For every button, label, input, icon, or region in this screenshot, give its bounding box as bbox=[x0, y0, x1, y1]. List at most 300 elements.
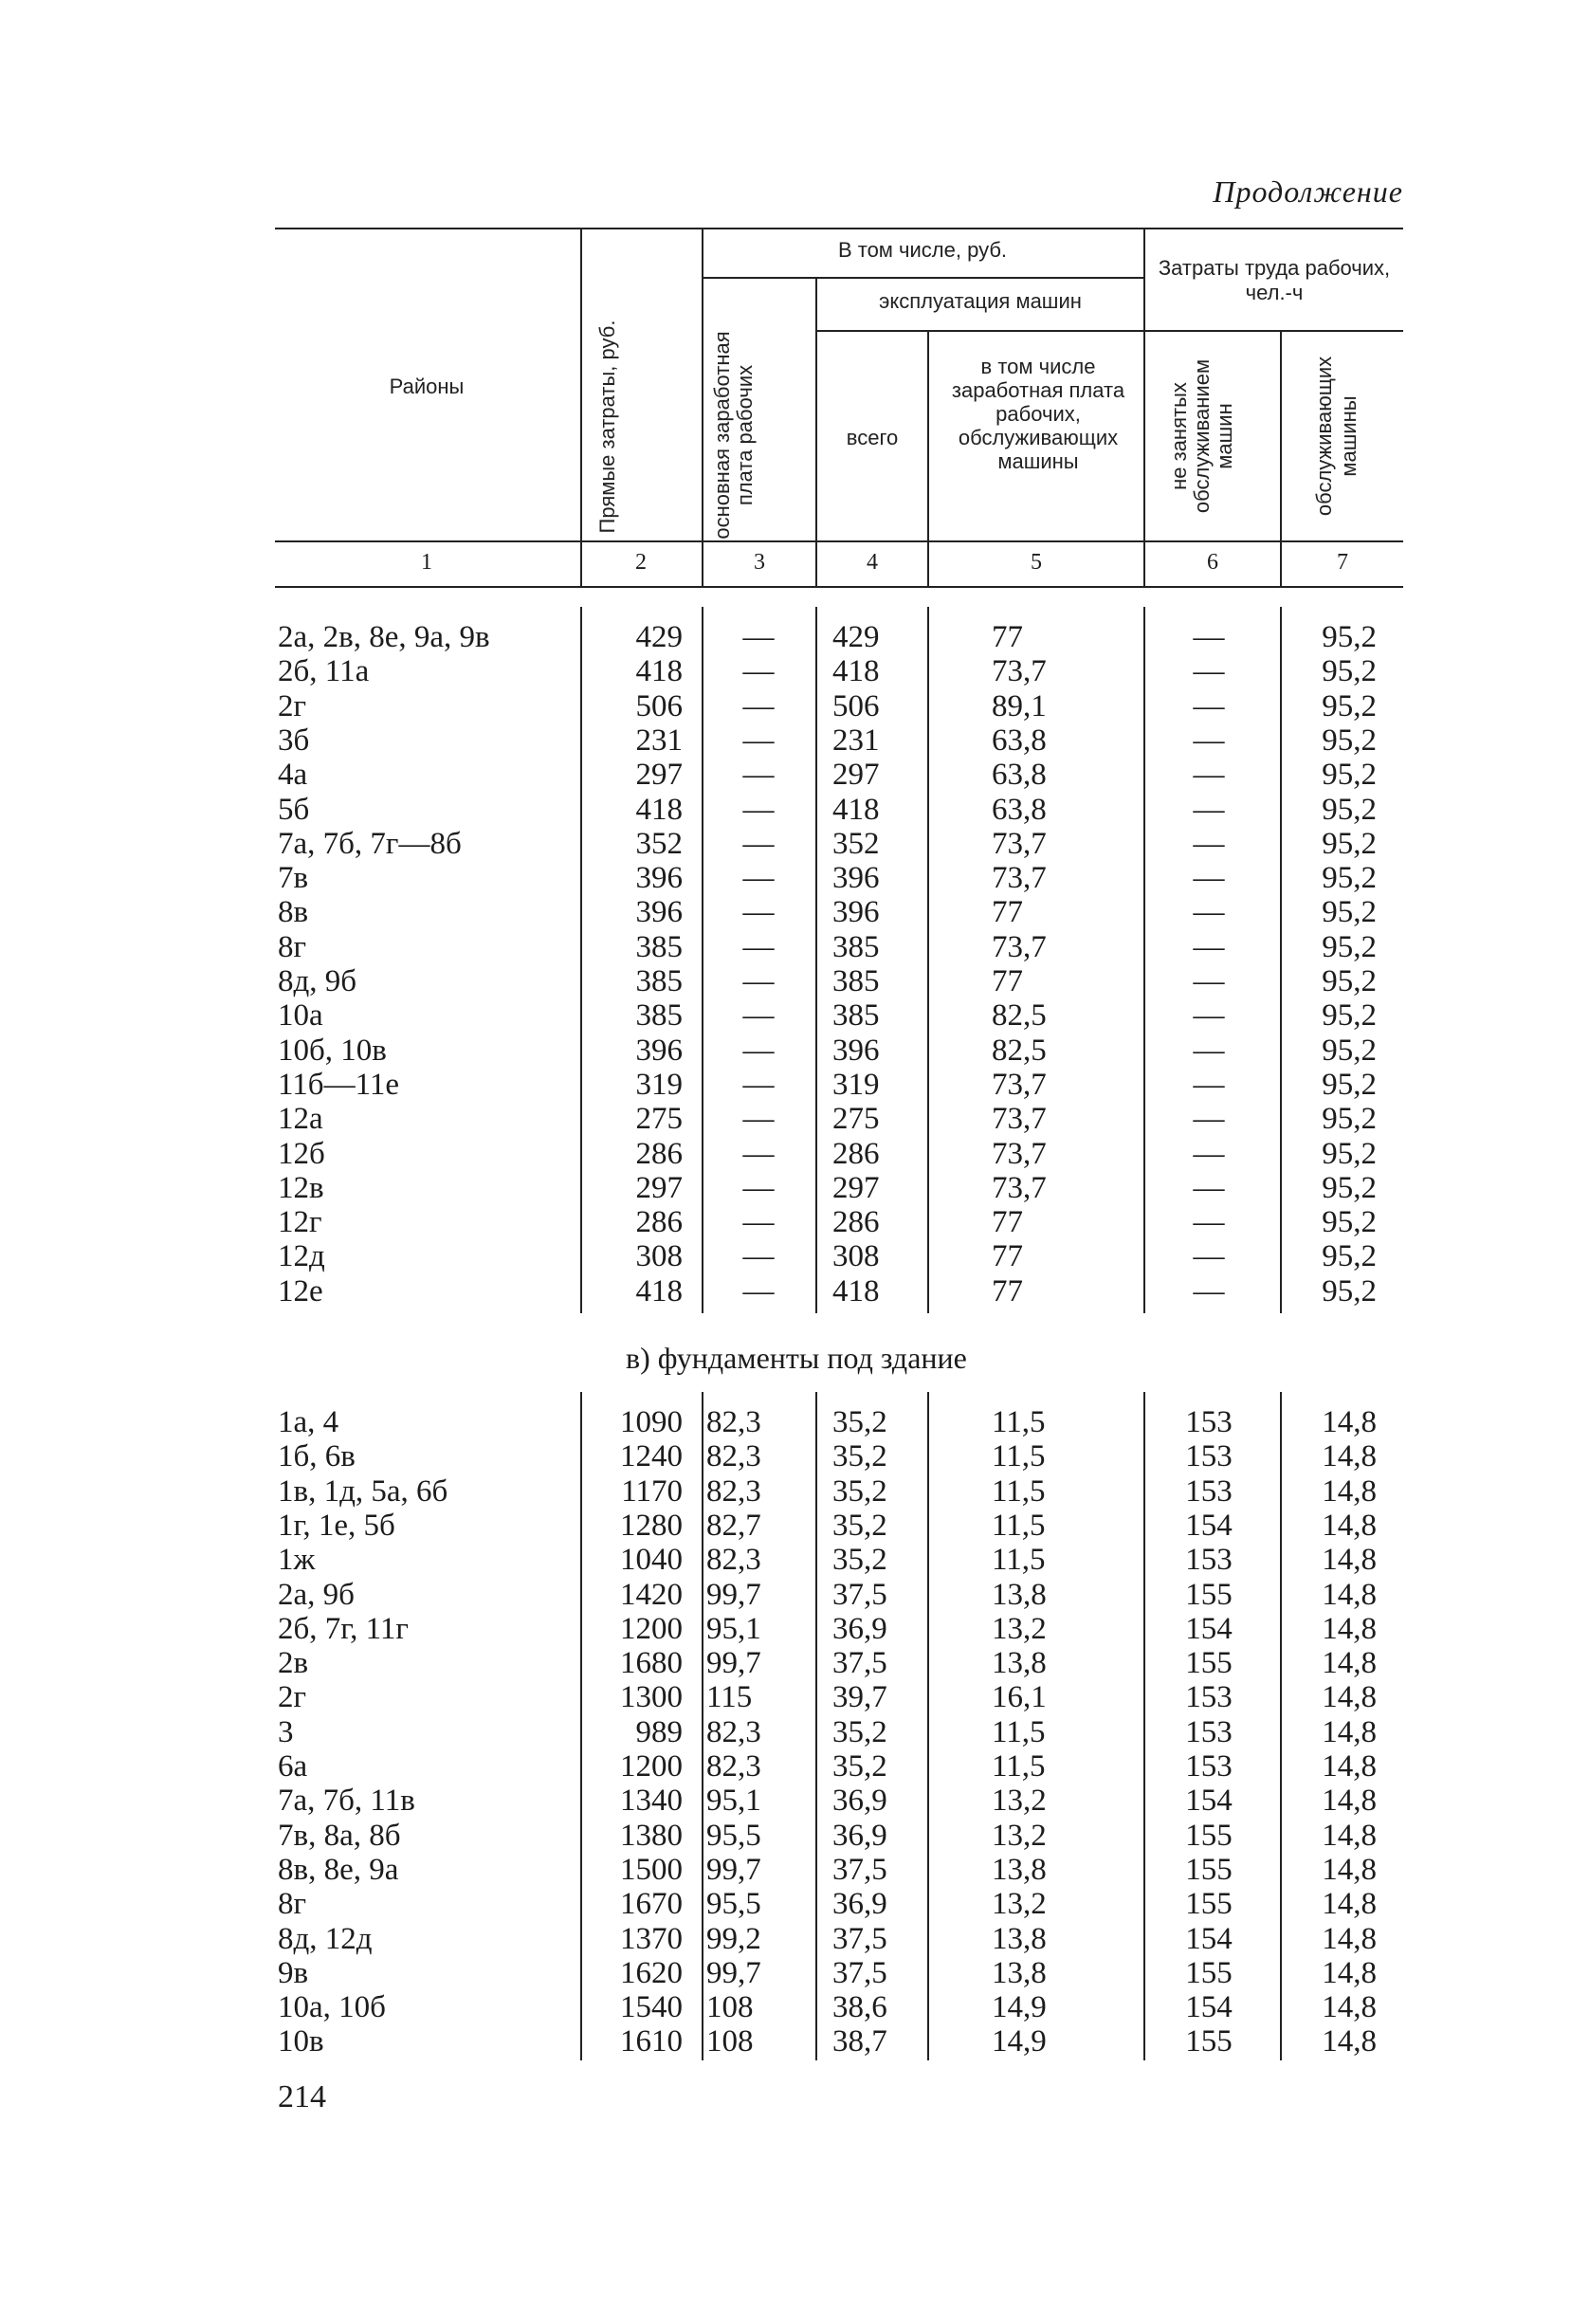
value-cell: 13,2 bbox=[992, 1818, 1047, 1853]
value-cell: — bbox=[742, 758, 775, 793]
value-cell: 155 bbox=[1185, 1818, 1233, 1853]
value-cell: 77 bbox=[992, 964, 1023, 998]
value-cell: 73,7 bbox=[992, 929, 1047, 964]
value-cell: 506 bbox=[832, 688, 880, 723]
value-cell: 99,7 bbox=[706, 1646, 761, 1681]
value-cell: 11,5 bbox=[992, 1714, 1046, 1749]
value-cell: 95,2 bbox=[1322, 895, 1377, 930]
value-cell: 35,2 bbox=[832, 1714, 887, 1749]
value-cell: 35,2 bbox=[832, 1439, 887, 1474]
rayon-cell: 12в bbox=[278, 1170, 324, 1205]
value-cell: 13,2 bbox=[992, 1784, 1047, 1819]
column-number: 6 bbox=[1207, 550, 1218, 575]
column-number: 7 bbox=[1337, 550, 1348, 575]
value-cell: 308 bbox=[832, 1239, 880, 1274]
value-cell: — bbox=[1193, 1033, 1225, 1068]
value-cell: 396 bbox=[635, 1033, 683, 1068]
value-cell: 155 bbox=[1185, 2024, 1233, 2059]
value-cell: 35,2 bbox=[832, 1473, 887, 1509]
value-cell: 286 bbox=[832, 1205, 880, 1240]
value-cell: 77 bbox=[992, 1205, 1023, 1240]
value-cell: 275 bbox=[832, 1102, 880, 1137]
value-cell: 154 bbox=[1185, 1611, 1233, 1646]
header-subrule bbox=[815, 330, 1143, 332]
value-cell: 297 bbox=[832, 758, 880, 793]
value-cell: 1200 bbox=[620, 1749, 683, 1784]
value-cell: — bbox=[1193, 792, 1225, 827]
value-cell: 1370 bbox=[620, 1921, 683, 1956]
value-cell: 418 bbox=[635, 1273, 683, 1308]
value-cell: — bbox=[742, 1102, 775, 1137]
value-cell: 36,9 bbox=[832, 1611, 887, 1646]
value-cell: 418 bbox=[832, 654, 880, 689]
value-cell: 77 bbox=[992, 1239, 1023, 1274]
value-cell: 95,2 bbox=[1322, 826, 1377, 861]
rayon-cell: 3б bbox=[278, 723, 310, 758]
header-subrule bbox=[1143, 330, 1403, 332]
header-ekspluataciya: эксплуатация машин bbox=[879, 289, 1082, 313]
value-cell: — bbox=[1193, 998, 1225, 1034]
rayon-cell: 3 bbox=[278, 1714, 294, 1749]
value-cell: 63,8 bbox=[992, 758, 1047, 793]
value-cell: — bbox=[1193, 620, 1225, 654]
value-cell: — bbox=[742, 826, 775, 861]
value-cell: — bbox=[1193, 758, 1225, 793]
value-cell: 1090 bbox=[620, 1405, 683, 1439]
value-cell: — bbox=[742, 964, 775, 998]
value-cell: 35,2 bbox=[832, 1543, 887, 1578]
table-row bbox=[0, 1578, 1571, 1612]
value-cell: 385 bbox=[635, 929, 683, 964]
header-zatraty-truda: Затраты труда рабочих, чел.-ч bbox=[1158, 256, 1391, 304]
header-v-tom-chisle-zarab: в том числе заработная плата рабочих, обслуживающих машины bbox=[951, 355, 1125, 473]
value-cell: 37,5 bbox=[832, 1921, 887, 1956]
value-cell: 14,8 bbox=[1322, 1955, 1377, 1990]
value-cell: 1200 bbox=[620, 1611, 683, 1646]
table-row bbox=[0, 998, 1571, 1033]
value-cell: 297 bbox=[635, 1170, 683, 1205]
column-number: 2 bbox=[635, 550, 647, 575]
value-cell: 14,8 bbox=[1322, 1439, 1377, 1474]
value-cell: 308 bbox=[635, 1239, 683, 1274]
value-cell: 11,5 bbox=[992, 1508, 1046, 1543]
value-cell: 385 bbox=[635, 998, 683, 1034]
value-cell: 385 bbox=[832, 964, 880, 998]
value-cell: 35,2 bbox=[832, 1508, 887, 1543]
header-ne-zanyatyh: не занятых обслуживанием машин bbox=[1167, 358, 1236, 514]
value-cell: — bbox=[742, 1136, 775, 1171]
value-cell: 989 bbox=[635, 1714, 683, 1749]
value-cell: 13,8 bbox=[992, 1577, 1047, 1612]
value-cell: 1340 bbox=[620, 1784, 683, 1819]
value-cell: 82,5 bbox=[992, 998, 1047, 1034]
value-cell: 95,2 bbox=[1322, 723, 1377, 758]
value-cell: 396 bbox=[832, 895, 880, 930]
rayon-cell: 8г bbox=[278, 929, 307, 964]
value-cell: 385 bbox=[832, 929, 880, 964]
table-row bbox=[0, 1068, 1571, 1102]
value-cell: 155 bbox=[1185, 1577, 1233, 1612]
value-cell: — bbox=[742, 1033, 775, 1068]
value-cell: 95,2 bbox=[1322, 758, 1377, 793]
header-vsego: всего bbox=[846, 426, 899, 449]
value-cell: 77 bbox=[992, 620, 1023, 654]
column-number: 1 bbox=[421, 550, 432, 575]
value-cell: — bbox=[1193, 654, 1225, 689]
value-cell: 429 bbox=[832, 620, 880, 654]
value-cell: 506 bbox=[635, 688, 683, 723]
value-cell: 11,5 bbox=[992, 1749, 1046, 1784]
value-cell: — bbox=[742, 792, 775, 827]
value-cell: 63,8 bbox=[992, 792, 1047, 827]
value-cell: 14,9 bbox=[992, 2024, 1047, 2059]
value-cell: 154 bbox=[1185, 1990, 1233, 2025]
value-cell: 99,2 bbox=[706, 1921, 761, 1956]
header-divider bbox=[702, 228, 703, 588]
value-cell: — bbox=[742, 1205, 775, 1240]
value-cell: 153 bbox=[1185, 1473, 1233, 1509]
value-cell: 37,5 bbox=[832, 1955, 887, 1990]
value-cell: 95,1 bbox=[706, 1784, 761, 1819]
value-cell: 286 bbox=[635, 1136, 683, 1171]
value-cell: 14,8 bbox=[1322, 1852, 1377, 1887]
value-cell: 95,2 bbox=[1322, 620, 1377, 654]
table-row bbox=[0, 1439, 1571, 1473]
value-cell: 153 bbox=[1185, 1543, 1233, 1578]
value-cell: 37,5 bbox=[832, 1852, 887, 1887]
value-cell: 418 bbox=[832, 792, 880, 827]
table-row bbox=[0, 930, 1571, 964]
value-cell: — bbox=[1193, 688, 1225, 723]
value-cell: 1420 bbox=[620, 1577, 683, 1612]
value-cell: 99,7 bbox=[706, 1577, 761, 1612]
table-row bbox=[0, 1612, 1571, 1646]
value-cell: — bbox=[742, 998, 775, 1034]
value-cell: 108 bbox=[706, 2024, 754, 2059]
table-row bbox=[0, 1887, 1571, 1921]
value-cell: 1620 bbox=[620, 1955, 683, 1990]
table-row bbox=[0, 1239, 1571, 1273]
rayon-cell: 12а bbox=[278, 1102, 323, 1137]
value-cell: — bbox=[742, 620, 775, 654]
value-cell: 11,5 bbox=[992, 1439, 1046, 1474]
value-cell: 95,2 bbox=[1322, 1033, 1377, 1068]
value-cell: 231 bbox=[832, 723, 880, 758]
value-cell: 385 bbox=[832, 998, 880, 1034]
rayon-cell: 10б, 10в bbox=[278, 1033, 387, 1068]
table-row bbox=[0, 654, 1571, 688]
rayon-cell: 1ж bbox=[278, 1543, 316, 1578]
value-cell: 153 bbox=[1185, 1405, 1233, 1439]
value-cell: 153 bbox=[1185, 1680, 1233, 1715]
value-cell: 14,8 bbox=[1322, 2024, 1377, 2059]
value-cell: 38,7 bbox=[832, 2024, 887, 2059]
value-cell: 297 bbox=[832, 1170, 880, 1205]
rayon-cell: 2г bbox=[278, 1680, 307, 1715]
value-cell: — bbox=[1193, 1102, 1225, 1137]
value-cell: 95,2 bbox=[1322, 1136, 1377, 1171]
value-cell: — bbox=[1193, 1136, 1225, 1171]
value-cell: 14,8 bbox=[1322, 1646, 1377, 1681]
value-cell: — bbox=[742, 654, 775, 689]
value-cell: 77 bbox=[992, 1273, 1023, 1308]
value-cell: 1300 bbox=[620, 1680, 683, 1715]
value-cell: 95,2 bbox=[1322, 654, 1377, 689]
value-cell: — bbox=[1193, 861, 1225, 896]
rayon-cell: 8д, 12д bbox=[278, 1921, 373, 1956]
value-cell: 153 bbox=[1185, 1439, 1233, 1474]
value-cell: 231 bbox=[635, 723, 683, 758]
value-cell: 1240 bbox=[620, 1439, 683, 1474]
rayon-cell: 8г bbox=[278, 1887, 307, 1922]
value-cell: — bbox=[1193, 1205, 1225, 1240]
value-cell: 14,9 bbox=[992, 1990, 1047, 2025]
value-cell: 429 bbox=[635, 620, 683, 654]
value-cell: 14,8 bbox=[1322, 1508, 1377, 1543]
value-cell: 73,7 bbox=[992, 654, 1047, 689]
table-row bbox=[0, 1137, 1571, 1171]
rayon-cell: 6а bbox=[278, 1749, 308, 1784]
table-row bbox=[0, 1034, 1571, 1068]
value-cell: 155 bbox=[1185, 1646, 1233, 1681]
rayon-cell: 8в, 8е, 9а bbox=[278, 1852, 399, 1887]
value-cell: — bbox=[1193, 1067, 1225, 1102]
value-cell: — bbox=[742, 895, 775, 930]
rayon-cell: 8в bbox=[278, 895, 309, 930]
value-cell: — bbox=[1193, 1273, 1225, 1308]
rayon-cell: 2б, 11а bbox=[278, 654, 370, 689]
table-row bbox=[0, 1543, 1571, 1577]
table-row bbox=[0, 1853, 1571, 1887]
value-cell: 396 bbox=[832, 861, 880, 896]
value-cell: 13,2 bbox=[992, 1611, 1047, 1646]
value-cell: 95,2 bbox=[1322, 1205, 1377, 1240]
rayon-cell: 7а, 7б, 11в bbox=[278, 1784, 415, 1819]
table-row bbox=[0, 1922, 1571, 1956]
value-cell: 1610 bbox=[620, 2024, 683, 2059]
value-cell: 82,3 bbox=[706, 1473, 761, 1509]
rayon-cell: 4а bbox=[278, 758, 308, 793]
value-cell: — bbox=[1193, 964, 1225, 998]
value-cell: — bbox=[742, 1170, 775, 1205]
value-cell: 14,8 bbox=[1322, 1473, 1377, 1509]
value-cell: 153 bbox=[1185, 1714, 1233, 1749]
value-cell: — bbox=[1193, 895, 1225, 930]
value-cell: 99,7 bbox=[706, 1852, 761, 1887]
rayon-cell: 7а, 7б, 7г—8б bbox=[278, 826, 462, 861]
rayon-cell: 1а, 4 bbox=[278, 1405, 339, 1439]
header-rayony: Районы bbox=[389, 375, 465, 398]
value-cell: 319 bbox=[635, 1067, 683, 1102]
value-cell: 89,1 bbox=[992, 688, 1047, 723]
rayon-cell: 10а bbox=[278, 998, 323, 1034]
value-cell: — bbox=[1193, 929, 1225, 964]
value-cell: 13,8 bbox=[992, 1852, 1047, 1887]
rayon-cell: 10в bbox=[278, 2024, 324, 2059]
header-subrule bbox=[702, 277, 1143, 279]
table-row bbox=[0, 620, 1571, 654]
value-cell: 14,8 bbox=[1322, 1784, 1377, 1819]
table-row bbox=[0, 861, 1571, 895]
header-obsluzhivayushchih: обслуживающих машины bbox=[1312, 356, 1361, 517]
value-cell: 82,3 bbox=[706, 1714, 761, 1749]
table-row bbox=[0, 1274, 1571, 1308]
value-cell: 154 bbox=[1185, 1508, 1233, 1543]
value-cell: 73,7 bbox=[992, 1102, 1047, 1137]
value-cell: 36,9 bbox=[832, 1887, 887, 1922]
value-cell: 73,7 bbox=[992, 1067, 1047, 1102]
value-cell: 14,8 bbox=[1322, 1680, 1377, 1715]
value-cell: 108 bbox=[706, 1990, 754, 2025]
value-cell: 154 bbox=[1185, 1784, 1233, 1819]
value-cell: — bbox=[742, 723, 775, 758]
table-row bbox=[0, 1646, 1571, 1680]
value-cell: 14,8 bbox=[1322, 1921, 1377, 1956]
value-cell: 82,3 bbox=[706, 1749, 761, 1784]
value-cell: 1040 bbox=[620, 1543, 683, 1578]
table-row bbox=[0, 2024, 1571, 2059]
value-cell: 14,8 bbox=[1322, 1714, 1377, 1749]
value-cell: 11,5 bbox=[992, 1543, 1046, 1578]
rayon-cell: 10а, 10б bbox=[278, 1990, 386, 2025]
value-cell: — bbox=[742, 1273, 775, 1308]
value-cell: 396 bbox=[635, 895, 683, 930]
value-cell: — bbox=[1193, 1170, 1225, 1205]
value-cell: 95,2 bbox=[1322, 929, 1377, 964]
rayon-cell: 1б, 6в bbox=[278, 1439, 356, 1474]
value-cell: 35,2 bbox=[832, 1405, 887, 1439]
rayon-cell: 11б—11е bbox=[278, 1067, 399, 1102]
column-number: 4 bbox=[867, 550, 878, 575]
header-osnovnaya: основная заработная плата рабочих bbox=[710, 331, 757, 540]
rayon-cell: 2в bbox=[278, 1646, 309, 1681]
value-cell: 396 bbox=[832, 1033, 880, 1068]
table-row bbox=[0, 1171, 1571, 1205]
value-cell: 352 bbox=[832, 826, 880, 861]
value-cell: — bbox=[1193, 826, 1225, 861]
rayon-cell: 2г bbox=[278, 688, 307, 723]
rayon-cell: 7в, 8а, 8б bbox=[278, 1818, 401, 1853]
value-cell: 1540 bbox=[620, 1990, 683, 2025]
table-row bbox=[0, 1509, 1571, 1543]
table-row bbox=[0, 758, 1571, 792]
table-row bbox=[0, 827, 1571, 861]
value-cell: 396 bbox=[635, 861, 683, 896]
table-row bbox=[0, 1819, 1571, 1853]
value-cell: 95,2 bbox=[1322, 688, 1377, 723]
value-cell: 95,2 bbox=[1322, 1170, 1377, 1205]
rayon-cell: 12д bbox=[278, 1239, 325, 1274]
value-cell: 13,8 bbox=[992, 1955, 1047, 1990]
table-row bbox=[0, 1205, 1571, 1239]
table-row bbox=[0, 1405, 1571, 1439]
table-row bbox=[0, 1784, 1571, 1818]
header-bottom-rule bbox=[275, 540, 1403, 542]
value-cell: — bbox=[1193, 1239, 1225, 1274]
value-cell: 286 bbox=[635, 1205, 683, 1240]
value-cell: — bbox=[742, 1067, 775, 1102]
value-cell: 95,2 bbox=[1322, 1102, 1377, 1137]
value-cell: — bbox=[742, 929, 775, 964]
rayon-cell: 12б bbox=[278, 1136, 325, 1171]
header-v-tom-chisle: В том числе, руб. bbox=[837, 238, 1008, 262]
value-cell: 1670 bbox=[620, 1887, 683, 1922]
value-cell: 95,5 bbox=[706, 1887, 761, 1922]
value-cell: — bbox=[742, 861, 775, 896]
continuation-label: Продолжение bbox=[1213, 174, 1403, 209]
value-cell: 275 bbox=[635, 1102, 683, 1137]
value-cell: 13,2 bbox=[992, 1887, 1047, 1922]
value-cell: 95,2 bbox=[1322, 998, 1377, 1034]
value-cell: 352 bbox=[635, 826, 683, 861]
value-cell: 82,5 bbox=[992, 1033, 1047, 1068]
value-cell: 418 bbox=[635, 792, 683, 827]
value-cell: 418 bbox=[832, 1273, 880, 1308]
value-cell: 13,8 bbox=[992, 1646, 1047, 1681]
value-cell: — bbox=[1193, 723, 1225, 758]
value-cell: 37,5 bbox=[832, 1577, 887, 1612]
value-cell: 82,3 bbox=[706, 1543, 761, 1578]
table-row bbox=[0, 895, 1571, 929]
value-cell: 14,8 bbox=[1322, 1887, 1377, 1922]
value-cell: 99,7 bbox=[706, 1955, 761, 1990]
table-row bbox=[0, 723, 1571, 758]
value-cell: 95,2 bbox=[1322, 1273, 1377, 1308]
value-cell: 63,8 bbox=[992, 723, 1047, 758]
value-cell: 73,7 bbox=[992, 826, 1047, 861]
value-cell: 11,5 bbox=[992, 1473, 1046, 1509]
column-number: 5 bbox=[1031, 550, 1042, 575]
column-number: 3 bbox=[754, 550, 765, 575]
value-cell: 73,7 bbox=[992, 1170, 1047, 1205]
value-cell: 38,6 bbox=[832, 1990, 887, 2025]
value-cell: 95,5 bbox=[706, 1818, 761, 1853]
value-cell: 319 bbox=[832, 1067, 880, 1102]
table-row bbox=[0, 1715, 1571, 1749]
rayon-cell: 2а, 9б bbox=[278, 1577, 355, 1612]
rayon-cell: 2б, 7г, 11г bbox=[278, 1611, 409, 1646]
rayon-cell: 8д, 9б bbox=[278, 964, 357, 998]
value-cell: 82,3 bbox=[706, 1405, 761, 1439]
header-pryamye: Прямые затраты, руб. bbox=[595, 320, 619, 534]
rayon-cell: 5б bbox=[278, 792, 310, 827]
value-cell: 35,2 bbox=[832, 1749, 887, 1784]
table-row bbox=[0, 793, 1571, 827]
table-row bbox=[0, 1102, 1571, 1136]
value-cell: 16,1 bbox=[992, 1680, 1047, 1715]
value-cell: 95,1 bbox=[706, 1611, 761, 1646]
value-cell: 14,8 bbox=[1322, 1611, 1377, 1646]
value-cell: 13,8 bbox=[992, 1921, 1047, 1956]
value-cell: 95,2 bbox=[1322, 1067, 1377, 1102]
table-row bbox=[0, 689, 1571, 723]
value-cell: 1170 bbox=[621, 1473, 683, 1509]
value-cell: 153 bbox=[1185, 1749, 1233, 1784]
section-title: в) фундаменты под здание bbox=[626, 1341, 967, 1375]
header-divider bbox=[580, 228, 582, 588]
value-cell: 155 bbox=[1185, 1852, 1233, 1887]
value-cell: 1500 bbox=[620, 1852, 683, 1887]
value-cell: — bbox=[742, 688, 775, 723]
value-cell: 154 bbox=[1185, 1921, 1233, 1956]
rayon-cell: 9в bbox=[278, 1955, 309, 1990]
value-cell: 36,9 bbox=[832, 1818, 887, 1853]
table-top-rule bbox=[275, 228, 1403, 229]
table-row bbox=[0, 1990, 1571, 2024]
table-row bbox=[0, 1474, 1571, 1509]
value-cell: 286 bbox=[832, 1136, 880, 1171]
table-row bbox=[0, 1680, 1571, 1714]
